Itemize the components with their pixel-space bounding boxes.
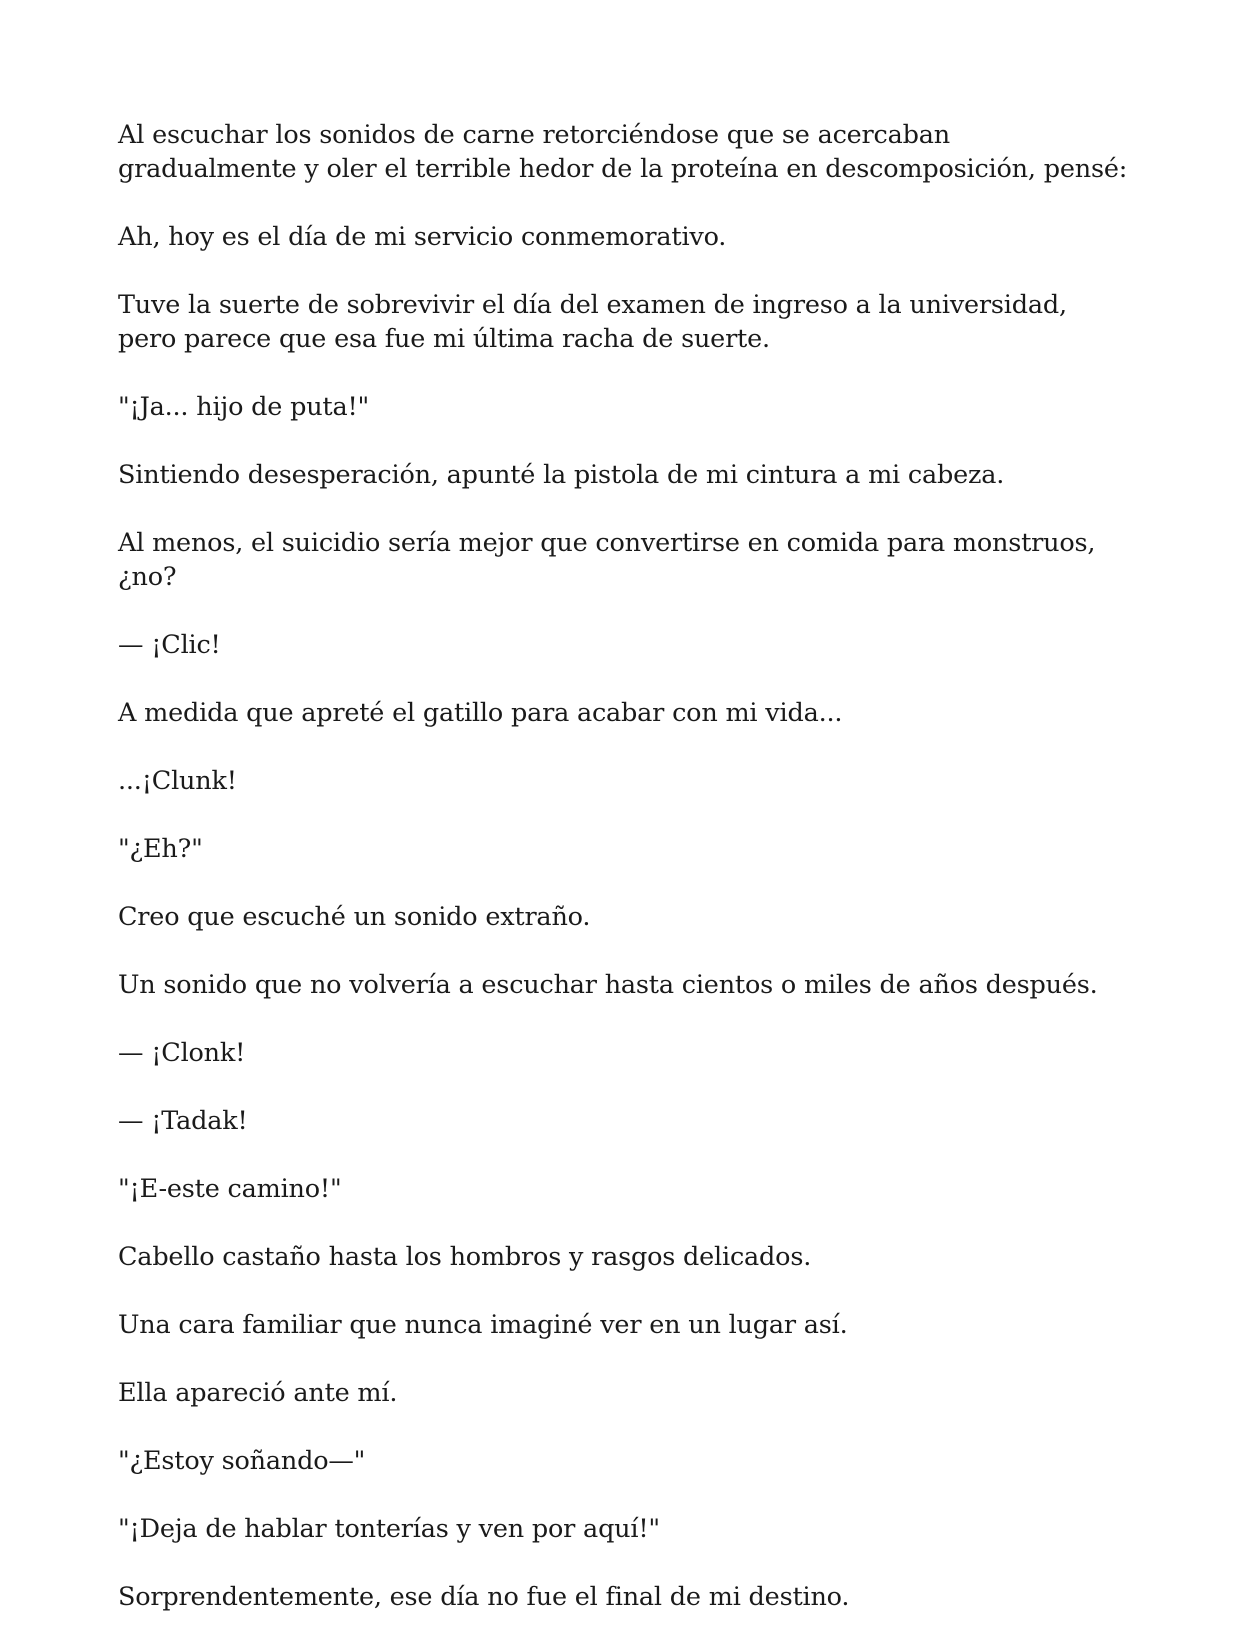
- paragraph: "¿Eh?": [118, 834, 203, 864]
- document-body: [118, 118, 1128, 1648]
- paragraph: "¡E-este camino!": [118, 1174, 342, 1204]
- paragraph: Ella apareció ante mí.: [118, 1378, 398, 1408]
- paragraph: Tuve la suerte de sobrevivir el día del examen de ingreso a la universidad, pero parece que esa fue mi última racha de suerte.: [118, 290, 1067, 354]
- paragraph: A medida que apreté el gatillo para acabar con mi vida...: [118, 698, 843, 728]
- paragraph: "¡Deja de hablar tonterías y ven por aquí!": [118, 1514, 660, 1544]
- paragraph: — ¡Clonk!: [118, 1038, 246, 1068]
- paragraph: Creo que escuché un sonido extraño.: [118, 902, 591, 932]
- paragraph: Una cara familiar que nunca imaginé ver en un lugar así.: [118, 1310, 848, 1340]
- paragraph: Ah, hoy es el día de mi servicio conmemorativo.: [118, 222, 727, 252]
- paragraph: Un sonido que no volvería a escuchar hasta cientos o miles de años después.: [118, 970, 1098, 1000]
- paragraph: Al menos, el suicidio sería mejor que convertirse en comida para monstruos, ¿no?: [118, 528, 1096, 592]
- paragraph: Al escuchar los sonidos de carne retorciéndose que se acercaban gradualmente y oler el terrible hedor de la proteína en descomposición, pensé:: [118, 120, 1128, 184]
- paragraph: — ¡Clic!: [118, 630, 221, 660]
- paragraph: "¡Ja... hijo de puta!": [118, 392, 370, 422]
- paragraph: ...¡Clunk!: [118, 766, 237, 796]
- paragraph: "¿Estoy soñando—": [118, 1446, 366, 1476]
- paragraph: Sintiendo desesperación, apunté la pistola de mi cintura a mi cabeza.: [118, 460, 1005, 490]
- paragraph: Sorprendentemente, ese día no fue el final de mi destino.: [118, 1582, 850, 1612]
- paragraph: — ¡Tadak!: [118, 1106, 248, 1136]
- paragraph: Cabello castaño hasta los hombros y rasgos delicados.: [118, 1242, 812, 1272]
